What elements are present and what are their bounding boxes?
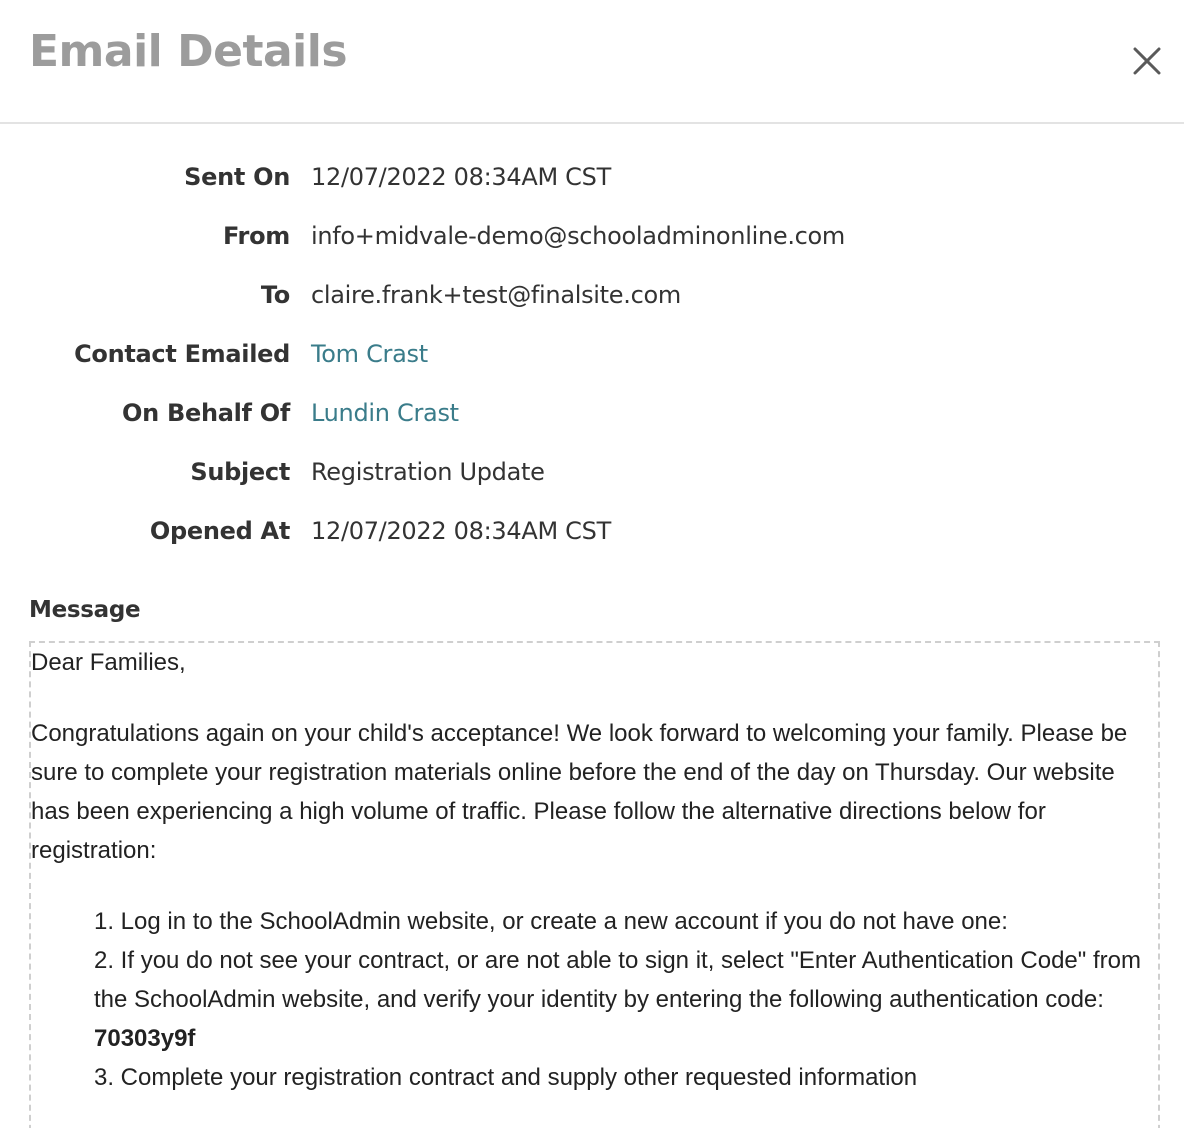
message-label: Message [29, 597, 141, 623]
message-body [31, 643, 1141, 1097]
opened-at-label: Opened At [149, 517, 290, 545]
close-icon [1126, 40, 1168, 82]
step-text: 1. Log in to the SchoolAdmin website, or create a new account if you do not have one: [94, 908, 1008, 935]
from-label: From [223, 222, 290, 250]
contact-emailed-label: Contact Emailed [74, 340, 290, 368]
close-button[interactable] [1126, 40, 1168, 82]
contact-emailed-link[interactable]: Tom Crast [311, 340, 428, 368]
detail-row-subject [0, 443, 1184, 502]
detail-row-sent-on [0, 148, 1184, 207]
to-label: To [260, 281, 290, 309]
message-box[interactable] [29, 641, 1160, 1128]
message-intro: Congratulations again on your child's acceptance! We look forward to welcoming your family. Please be sure to complete your registration materials online before the end of the day on Thursday. Our website has been experiencing a high volume of traffic. Please follow the alternative directions below for registration: [31, 720, 1128, 864]
on-behalf-of-link[interactable]: Lundin Crast [311, 399, 459, 427]
authentication-code: 70303y9f [94, 1025, 196, 1052]
email-details [0, 148, 1184, 561]
message-greeting: Dear Families, [31, 649, 186, 676]
detail-row-contact-emailed [0, 325, 1184, 384]
subject-value: Registration Update [311, 458, 545, 486]
to-value: claire.frank+test@finalsite.com [311, 281, 681, 309]
modal-header [0, 0, 1184, 124]
on-behalf-of-label: On Behalf Of [122, 399, 290, 427]
sent-on-value: 12/07/2022 08:34AM CST [311, 163, 611, 191]
sent-on-label: Sent On [184, 163, 290, 191]
step-item [94, 1058, 1141, 1097]
opened-at-value: 12/07/2022 08:34AM CST [311, 517, 611, 545]
message-steps [31, 902, 1141, 1097]
step-item [94, 902, 1141, 941]
from-value: info+midvale-demo@schooladminonline.com [311, 222, 846, 250]
detail-row-to [0, 266, 1184, 325]
modal-title: Email Details [29, 26, 348, 77]
step-item [94, 941, 1141, 1058]
detail-row-opened-at [0, 502, 1184, 561]
subject-label: Subject [190, 458, 290, 486]
detail-row-from [0, 207, 1184, 266]
detail-row-on-behalf-of [0, 384, 1184, 443]
step-text: 2. If you do not see your contract, or are not able to sign it, select "Enter Authentication Code" from the SchoolAdmin website, and verify your identity by entering the following authentication code: [94, 947, 1141, 1013]
step-text: 3. Complete your registration contract and supply other requested information [94, 1064, 918, 1091]
